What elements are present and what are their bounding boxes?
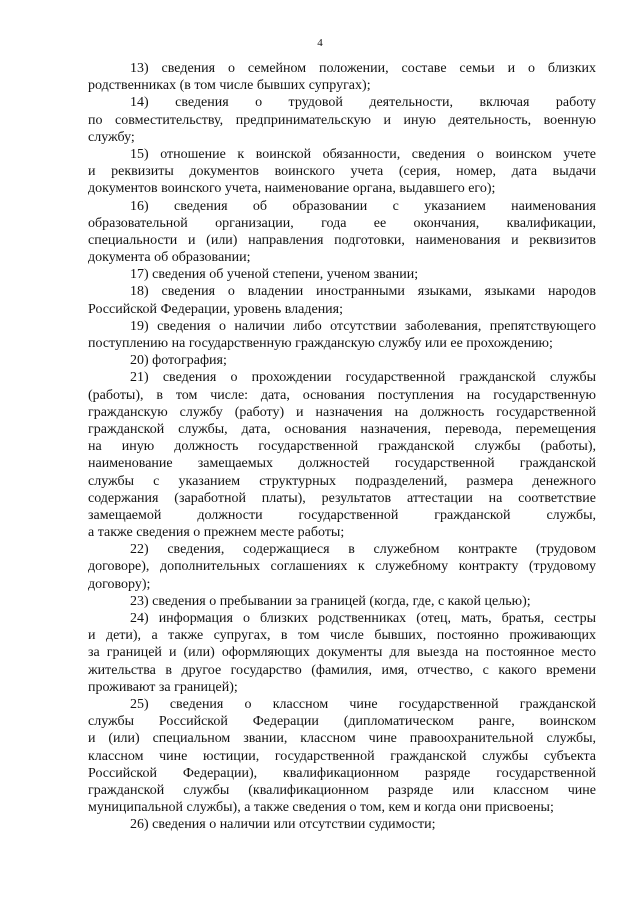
text-line: гражданскую службу (работу) и назначения на должность государственной	[88, 404, 596, 420]
text-line: 15) отношение к воинской обязанности, сведения о воинском учете	[130, 146, 596, 162]
text-line: 14) сведения о трудовой деятельности, включая работу	[130, 95, 596, 111]
text-line: 25) сведения о классном чине государственной гражданской	[130, 696, 596, 712]
text-line: службы с указанием структурных подразделений, размера денежного	[88, 473, 596, 489]
text-line: Российской Федерации), квалификационном разряде государственной	[88, 765, 596, 781]
text-line: службу;	[88, 129, 135, 145]
text-line: муниципальной службы), а также сведения о том, кем и когда они присвоены;	[88, 800, 554, 816]
text-line: образовательной организации, года ее окончания, квалификации,	[88, 215, 596, 231]
text-line: 13) сведения о семейном положении, составе семьи и о близких	[130, 61, 596, 76]
text-line: Российской Федерации, уровень владения;	[88, 301, 344, 317]
text-line: родственниках (в том числе бывших супругах);	[88, 78, 371, 94]
text-line: 26) сведения о наличии или отсутствии судимости;	[130, 817, 436, 833]
text-line: замещаемой должности государственной гражданской службы,	[88, 507, 596, 523]
text-line: 16) сведения об образовании с указанием наименования	[130, 198, 596, 214]
text-line: договору);	[88, 576, 151, 592]
text-line: документа об образовании;	[88, 250, 251, 266]
text-line: по совместительству, предпринимательскую и иную деятельность, военную	[88, 112, 596, 128]
text-line: поступлению на государственную гражданскую службу или ее прохождению;	[88, 336, 553, 351]
list-item-paragraph	[88, 593, 596, 610]
text-line: 22) сведения, содержащиеся в служебном контракте (трудовом	[130, 542, 596, 558]
text-line: документов воинского учета, наименование органа, выдавшего его);	[88, 181, 496, 197]
text-line: гражданской службы (квалификационном разряде или классном чине	[88, 782, 596, 798]
list-item-paragraph	[88, 94, 596, 146]
text-line: 20) фотография;	[130, 353, 227, 369]
text-line: на иную должность государственной гражданской службы (работы),	[88, 439, 596, 455]
list-item-paragraph	[88, 146, 596, 198]
text-line: и дети), а также супругах, в том числе бывших, постоянно проживающих	[88, 628, 596, 644]
text-line: содержания (заработной платы), результатов аттестации на соответствие	[88, 490, 596, 506]
document-body	[88, 60, 596, 833]
text-line: (работы), в том числе: дата, основания поступления на государственную	[88, 387, 596, 403]
text-line: а также сведения о прежнем месте работы;	[88, 525, 345, 541]
page-number: 4	[317, 37, 323, 49]
text-line: и (или) специальном звании, классном чине правоохранительной службы,	[88, 731, 596, 747]
text-line: 19) сведения о наличии либо отсутствии заболевания, препятствующего	[130, 318, 596, 334]
list-item-paragraph	[88, 816, 596, 833]
list-item-paragraph	[88, 541, 596, 593]
list-item-paragraph	[88, 266, 596, 283]
text-line: наименование замещаемых должностей государственной гражданской	[88, 456, 596, 472]
text-line: договоре), дополнительных соглашениях к служебному контракту (трудовому	[88, 559, 596, 575]
text-line: 18) сведения о владении иностранными языками, языками народов	[130, 284, 596, 300]
text-line: за границей и (или) оформляющих документы для выезда на постоянное место	[88, 645, 596, 661]
text-line: и реквизиты документов воинского учета (серия, номер, дата выдачи	[88, 164, 596, 180]
list-item-paragraph	[88, 369, 596, 541]
list-item-paragraph	[88, 610, 596, 696]
list-item-paragraph	[88, 198, 596, 267]
list-item-paragraph	[88, 283, 596, 317]
text-line: классном чине юстиции, государственной гражданской службы субъекта	[88, 748, 596, 764]
text-line: службы Российской Федерации (дипломатическом ранге, воинском	[88, 714, 596, 730]
list-item-paragraph	[88, 60, 596, 94]
list-item-paragraph	[88, 352, 596, 369]
text-line: 23) сведения о пребывании за границей (когда, где, с какой целью);	[130, 593, 531, 609]
list-item-paragraph	[88, 318, 596, 352]
text-line: проживают за границей);	[88, 679, 238, 695]
text-line: гражданской службы, дата, основания назначения, перевода, перемещения	[88, 421, 596, 437]
text-line: 24) информация о близких родственниках (отец, мать, братья, сестры	[130, 611, 596, 626]
text-line: специальности и (или) направления подготовки, наименования и реквизитов	[88, 232, 596, 248]
text-line: жительства в другое государство (фамилия, имя, отчество, с какого времени	[88, 662, 596, 678]
text-line: 21) сведения о прохождении государственной гражданской службы	[130, 370, 596, 386]
text-line: 17) сведения об ученой степени, ученом звании;	[130, 267, 419, 283]
list-item-paragraph	[88, 696, 596, 816]
